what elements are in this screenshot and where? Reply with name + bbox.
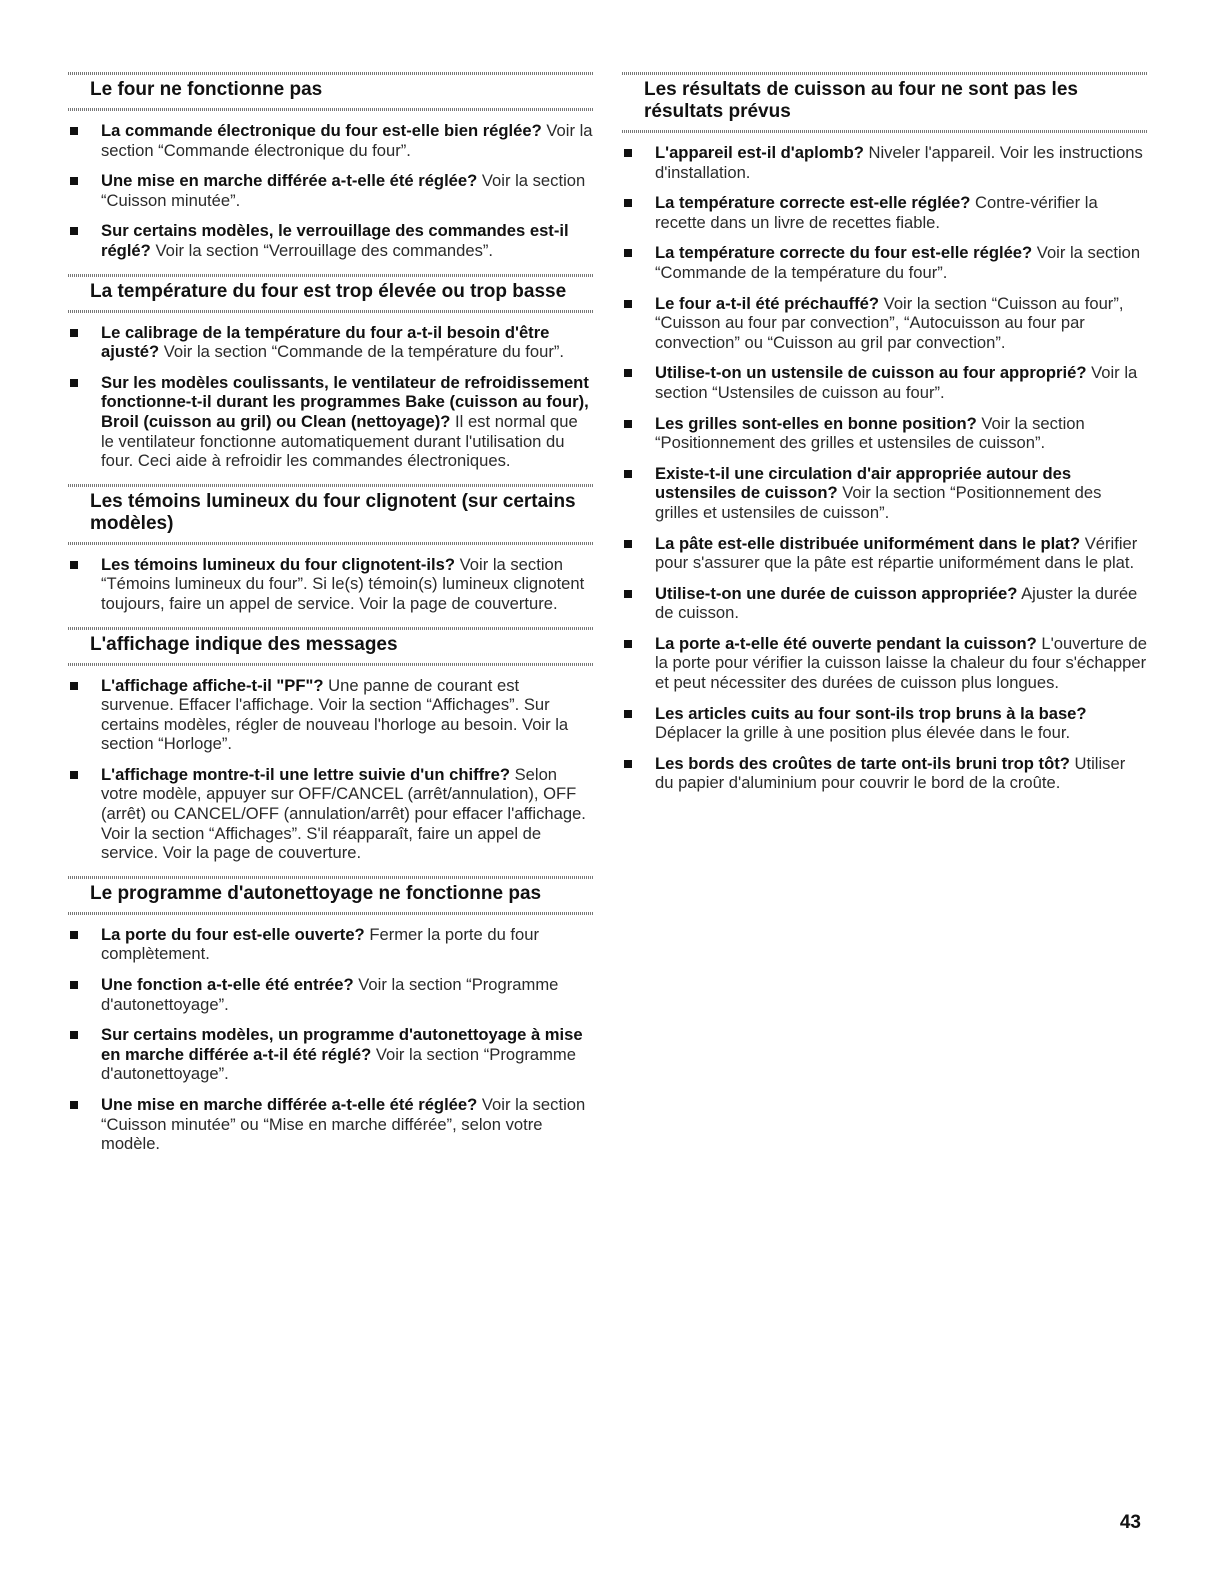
square-bullet-icon [70, 931, 78, 939]
list-item [622, 754, 1147, 793]
question-text: Le four a-t-il été préchauffé? [655, 293, 880, 313]
square-bullet-icon [624, 640, 632, 648]
list-item [68, 765, 593, 863]
square-bullet-icon [624, 199, 632, 207]
square-bullet-icon [624, 369, 632, 377]
square-bullet-icon [624, 710, 632, 718]
list-item [68, 925, 593, 964]
list-item [68, 1095, 593, 1154]
answer-text: Une panne de courant est survenue. Effacer l'affichage. Voir la section “Affichages”. Sur certains modèles, régler de nouveau l'horloge au besoin. Voir la section “Horloge”. [101, 675, 569, 754]
section-title: Les témoins lumineux du four clignotent (sur certains modèles) [90, 490, 576, 534]
list-item [68, 373, 593, 471]
question-list [68, 676, 593, 863]
answer-text: Il est normal que le ventilateur fonctionne automatiquement durant l'utilisation du four. Ceci aide à refroidir les commandes électroniques. [101, 411, 578, 471]
square-bullet-icon [624, 540, 632, 548]
question-text: La température correcte est-elle réglée? [655, 193, 971, 213]
list-item [622, 414, 1147, 453]
section-header [622, 70, 1147, 133]
list-item [68, 221, 593, 260]
question-list [68, 925, 593, 1154]
answer-text: Ajuster la durée de cuisson. [655, 583, 1138, 623]
question-text: Utilise-t-on une durée de cuisson appropriée? [655, 583, 1018, 603]
list-item [68, 1025, 593, 1084]
square-bullet-icon [70, 981, 78, 989]
list-item [622, 534, 1147, 573]
square-bullet-icon [70, 561, 78, 569]
question-text: Sur certains modèles, un programme d'autonettoyage à mise en marche différée a-t-il été réglé? [101, 1025, 583, 1064]
question-text: Utilise-t-on un ustensile de cuisson au four approprié? [655, 363, 1087, 383]
question-list [622, 143, 1147, 793]
list-item [68, 121, 593, 160]
answer-text: L'ouverture de la porte pour vérifier la cuisson laisse la chaleur du four s'échapper et peut nécessiter des durées de cuisson plus longues. [655, 633, 1147, 693]
square-bullet-icon [624, 590, 632, 598]
question-text: Les témoins lumineux du four clignotent-ils? [101, 554, 456, 574]
list-item [68, 555, 593, 614]
list-item [68, 676, 593, 754]
section-header [68, 874, 593, 915]
section-header [68, 272, 593, 313]
page-number: 43 [1119, 1512, 1141, 1533]
square-bullet-icon [624, 760, 632, 768]
question-text: La pâte est-elle distribuée uniformément dans le plat? [655, 533, 1081, 553]
answer-text: Voir la section “Positionnement des grilles et ustensiles de cuisson”. [655, 413, 1085, 453]
question-text: Une mise en marche différée a-t-elle été réglée? [101, 171, 478, 191]
question-text: La porte du four est-elle ouverte? [101, 924, 365, 944]
troubleshooting-section [622, 70, 1147, 793]
section-header [68, 482, 593, 545]
question-text: Les bords des croûtes de tarte ont-ils bruni trop tôt? [655, 753, 1070, 773]
section-title: L'affichage indique des messages [90, 633, 398, 655]
section-title: Le four ne fonctionne pas [90, 79, 323, 100]
question-list [68, 555, 593, 614]
square-bullet-icon [70, 1031, 78, 1039]
question-text: Existe-t-il une circulation d'air appropriée autour des ustensiles de cuisson? [655, 463, 1072, 503]
question-text: Une fonction a-t-elle été entrée? [101, 975, 354, 995]
answer-text: Voir la section “Positionnement des grilles et ustensiles de cuisson”. [655, 483, 1102, 522]
question-text: Les grilles sont-elles en bonne position? [655, 413, 977, 433]
question-list [68, 121, 593, 261]
answer-text: Vérifier pour s'assurer que la pâte est répartie uniformément dans le plat. [655, 533, 1138, 573]
troubleshooting-section [68, 482, 593, 614]
troubleshooting-section [68, 272, 593, 471]
question-list [68, 323, 593, 471]
square-bullet-icon [70, 329, 78, 337]
list-item [622, 363, 1147, 402]
section-header [68, 70, 593, 111]
list-item [622, 193, 1147, 232]
section-title: Le programme d'autonettoyage ne fonctionne pas [90, 882, 542, 904]
troubleshooting-section [68, 874, 593, 1154]
square-bullet-icon [70, 379, 78, 387]
answer-text: Contre-vérifier la recette dans un livre de recettes fiable. [655, 193, 1098, 232]
question-text: Les articles cuits au four sont-ils trop bruns à la base? [655, 703, 1087, 723]
answer-text: Déplacer la grille à une position plus élevée dans le four. [655, 723, 1071, 743]
square-bullet-icon [624, 300, 632, 308]
answer-text: Utiliser du papier d'aluminium pour couvrir le bord de la croûte. [655, 753, 1126, 793]
answer-text: Voir la section “Cuisson au four”, “Cuisson au four par convection”, “Autocuisson au four par convection” ou “Cuisson au gril par convection”. [655, 293, 1124, 352]
list-item [622, 143, 1147, 182]
question-text: Une mise en marche différée a-t-elle été réglée? [101, 1095, 478, 1114]
answer-text: Voir la section “Témoins lumineux du four”. Si le(s) témoin(s) lumineux clignotent toujours, faire un appel de service. Voir la page de couverture. [101, 554, 585, 613]
list-item [622, 584, 1147, 623]
square-bullet-icon [624, 420, 632, 428]
square-bullet-icon [70, 771, 78, 779]
question-text: Le calibrage de la température du four a-t-il besoin d'être ajusté? [101, 322, 550, 362]
list-item [68, 171, 593, 210]
square-bullet-icon [70, 1101, 78, 1109]
answer-text: Selon votre modèle, appuyer sur OFF/CANCEL (arrêt/annulation), OFF (arrêt) ou CANCEL/OFF (annulation/arrêt) pour effacer l'affichage. Voir la section “Affichages”. S'il réapparaît, faire un appel de service. Voir la page de couverture. [101, 764, 586, 863]
question-text: L'appareil est-il d'aplomb? [655, 143, 864, 162]
list-item [68, 323, 593, 362]
list-item [622, 634, 1147, 693]
section-header [68, 625, 593, 666]
question-text: L'affichage affiche-t-il "PF"? [101, 675, 324, 695]
square-bullet-icon [70, 177, 78, 185]
answer-text: Voir la section “Ustensiles de cuisson au four”. [655, 363, 1138, 402]
answer-text: Voir la section “Cuisson minutée”. [101, 171, 586, 210]
question-text: La température correcte du four est-elle réglée? [655, 243, 1033, 263]
square-bullet-icon [624, 470, 632, 478]
answer-text: Fermer la porte du four complètement. [101, 924, 540, 964]
question-text: Sur les modèles coulissants, le ventilateur de refroidissement fonctionne-t-il durant les programmes Bake (cuisson au four), Broil (cuisson au gril) ou Clean (nettoyage)? [101, 372, 589, 431]
question-text: L'affichage montre-t-il une lettre suivie d'un chiffre? [101, 764, 510, 784]
square-bullet-icon [70, 227, 78, 235]
list-item [622, 294, 1147, 353]
square-bullet-icon [624, 249, 632, 257]
answer-text: Niveler l'appareil. Voir les instructions d'installation. [655, 143, 1143, 182]
right-column [622, 70, 1147, 804]
answer-text: Voir la section “Commande de la température du four”. [163, 342, 565, 362]
list-item [622, 704, 1147, 743]
question-text: Sur certains modèles, le verrouillage des commandes est-il réglé? [101, 221, 569, 260]
question-text: La commande électronique du four est-elle bien réglée? [101, 121, 542, 140]
square-bullet-icon [70, 127, 78, 135]
list-item [622, 243, 1147, 282]
answer-text: Voir la section “Programme d'autonettoyage”. [101, 975, 559, 1014]
answer-text: Voir la section “Commande de la température du four”. [655, 243, 1141, 282]
list-item [68, 975, 593, 1014]
answer-text: Voir la section “Commande électronique du four”. [101, 121, 593, 160]
answer-text: Voir la section “Cuisson minutée” ou “Mise en marche différée”, selon votre modèle. [101, 1095, 586, 1154]
list-item [622, 464, 1147, 523]
square-bullet-icon [70, 682, 78, 690]
left-column [68, 70, 593, 1165]
section-title: Les résultats de cuisson au four ne sont pas les résultats prévus [644, 79, 1078, 122]
answer-text: Voir la section “Programme d'autonettoyage”. [101, 1044, 576, 1084]
section-title: La température du four est trop élevée ou trop basse [90, 280, 567, 302]
question-text: La porte a-t-elle été ouverte pendant la cuisson? [655, 633, 1037, 653]
answer-text: Voir la section “Verrouillage des commandes”. [155, 240, 494, 260]
troubleshooting-section [68, 70, 593, 261]
troubleshooting-section [68, 625, 593, 863]
square-bullet-icon [624, 149, 632, 157]
